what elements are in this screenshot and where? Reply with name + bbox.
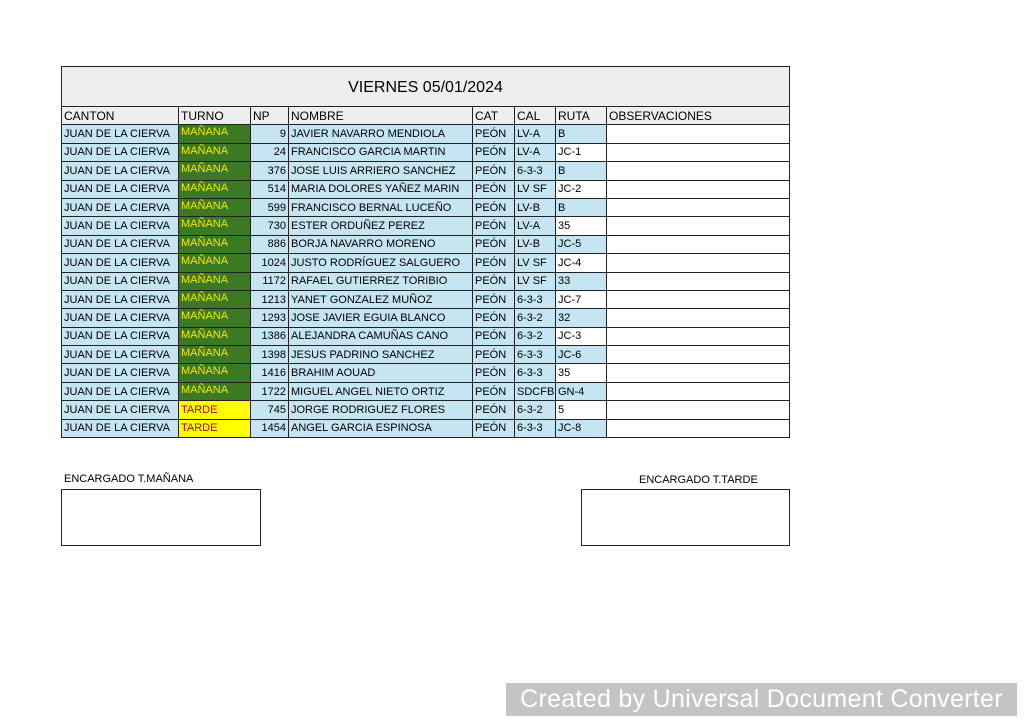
cell-turno: MAÑANA [179,290,251,308]
cell-ruta: JC-7 [556,290,607,308]
cell-canton: JUAN DE LA CIERVA [62,217,179,235]
cell-np: 24 [251,143,289,161]
cell-ruta: 32 [556,309,607,327]
cell-turno: MAÑANA [179,327,251,345]
cell-ruta: 35 [556,364,607,382]
cell-cal: LV SF [515,180,556,198]
cell-cat: PEÓN [473,272,515,290]
cell-cal: 6-3-3 [515,290,556,308]
cell-canton: JUAN DE LA CIERVA [62,309,179,327]
cell-observaciones[interactable] [607,382,790,400]
cell-canton: JUAN DE LA CIERVA [62,401,179,419]
cell-ruta: GN-4 [556,382,607,400]
cell-cal: 6-3-3 [515,419,556,437]
col-header-cat: CAT [473,107,515,125]
table-row [62,401,790,419]
table-row [62,290,790,308]
cell-cat: PEÓN [473,309,515,327]
cell-cat: PEÓN [473,217,515,235]
table-row [62,254,790,272]
cell-np: 376 [251,162,289,180]
cell-np: 1386 [251,327,289,345]
cell-canton: JUAN DE LA CIERVA [62,198,179,216]
cell-np: 514 [251,180,289,198]
cell-np: 745 [251,401,289,419]
table-row [62,382,790,400]
cell-ruta: B [556,162,607,180]
cell-canton: JUAN DE LA CIERVA [62,235,179,253]
table-row [62,364,790,382]
col-header-ruta: RUTA [556,107,607,125]
cell-observaciones[interactable] [607,162,790,180]
cell-canton: JUAN DE LA CIERVA [62,290,179,308]
cell-turno: MAÑANA [179,125,251,143]
cell-cal: LV-A [515,143,556,161]
cell-turno: MAÑANA [179,364,251,382]
cell-canton: JUAN DE LA CIERVA [62,254,179,272]
sheet-title: VIERNES 05/01/2024 [62,67,790,107]
cell-observaciones[interactable] [607,346,790,364]
cell-turno: MAÑANA [179,143,251,161]
col-header-cal: CAL [515,107,556,125]
cell-np: 1172 [251,272,289,290]
cell-cat: PEÓN [473,162,515,180]
shift-table [61,66,790,438]
cell-np: 1213 [251,290,289,308]
cell-canton: JUAN DE LA CIERVA [62,327,179,345]
table-row [62,125,790,143]
cell-cal: LV SF [515,254,556,272]
converter-watermark: Created by Universal Document Converter [506,683,1017,716]
cell-cat: PEÓN [473,401,515,419]
cell-observaciones[interactable] [607,125,790,143]
cell-nombre: JOSE JAVIER EGUIA BLANCO [289,309,473,327]
cell-turno: MAÑANA [179,272,251,290]
cell-cal: LV-B [515,198,556,216]
cell-canton: JUAN DE LA CIERVA [62,346,179,364]
cell-turno: MAÑANA [179,217,251,235]
cell-observaciones[interactable] [607,217,790,235]
cell-nombre: FRANCISCO BERNAL LUCEÑO [289,198,473,216]
morning-signature-box[interactable] [61,489,261,546]
cell-np: 1024 [251,254,289,272]
cell-observaciones[interactable] [607,143,790,161]
cell-np: 1454 [251,419,289,437]
cell-ruta: 5 [556,401,607,419]
cell-turno: MAÑANA [179,346,251,364]
cell-cat: PEÓN [473,198,515,216]
table-row [62,180,790,198]
cell-canton: JUAN DE LA CIERVA [62,125,179,143]
cell-nombre: ESTER ORDUÑEZ PEREZ [289,217,473,235]
cell-nombre: ANGEL GARCIA ESPINOSA [289,419,473,437]
cell-cat: PEÓN [473,254,515,272]
cell-np: 1416 [251,364,289,382]
table-row [62,419,790,437]
table-row [62,143,790,161]
table-row [62,272,790,290]
cell-cat: PEÓN [473,235,515,253]
cell-observaciones[interactable] [607,419,790,437]
cell-cat: PEÓN [473,125,515,143]
cell-turno: MAÑANA [179,254,251,272]
morning-supervisor-label: ENCARGADO T.MAÑANA [64,473,194,485]
cell-nombre: BORJA NAVARRO MORENO [289,235,473,253]
afternoon-signature-box[interactable] [581,489,790,546]
cell-turno: MAÑANA [179,382,251,400]
cell-ruta: 33 [556,272,607,290]
cell-np: 730 [251,217,289,235]
cell-turno: MAÑANA [179,162,251,180]
cell-observaciones[interactable] [607,272,790,290]
col-header-turno: TURNO [179,107,251,125]
cell-canton: JUAN DE LA CIERVA [62,364,179,382]
cell-turno: TARDE [179,419,251,437]
cell-ruta: JC-2 [556,180,607,198]
cell-observaciones[interactable] [607,290,790,308]
cell-turno: MAÑANA [179,180,251,198]
cell-ruta: JC-3 [556,327,607,345]
cell-nombre: JUSTO RODRÍGUEZ SALGUERO [289,254,473,272]
cell-turno: MAÑANA [179,309,251,327]
cell-ruta: 35 [556,217,607,235]
cell-observaciones[interactable] [607,309,790,327]
cell-canton: JUAN DE LA CIERVA [62,162,179,180]
cell-cal: LV-A [515,217,556,235]
cell-nombre: JESUS PADRINO SANCHEZ [289,346,473,364]
cell-observaciones[interactable] [607,235,790,253]
cell-nombre: JORGE RODRIGUEZ FLORES [289,401,473,419]
afternoon-supervisor-label: ENCARGADO T.TARDE [639,474,758,486]
cell-cal: 6-3-3 [515,162,556,180]
cell-cat: PEÓN [473,143,515,161]
cell-cat: PEÓN [473,419,515,437]
cell-canton: JUAN DE LA CIERVA [62,382,179,400]
cell-cal: LV-B [515,235,556,253]
cell-turno: MAÑANA [179,235,251,253]
table-row [62,198,790,216]
cell-canton: JUAN DE LA CIERVA [62,272,179,290]
cell-ruta: JC-1 [556,143,607,161]
cell-np: 1398 [251,346,289,364]
table-row [62,327,790,345]
table-row [62,309,790,327]
cell-cal: 6-3-3 [515,364,556,382]
cell-observaciones[interactable] [607,401,790,419]
cell-turno: TARDE [179,401,251,419]
cell-np: 1293 [251,309,289,327]
cell-turno: MAÑANA [179,198,251,216]
cell-np: 599 [251,198,289,216]
cell-np: 9 [251,125,289,143]
cell-ruta: JC-5 [556,235,607,253]
cell-observaciones[interactable] [607,198,790,216]
cell-ruta: JC-8 [556,419,607,437]
cell-observaciones[interactable] [607,327,790,345]
cell-canton: JUAN DE LA CIERVA [62,180,179,198]
cell-nombre: FRANCISCO GARCIA MARTIN [289,143,473,161]
table-row [62,235,790,253]
cell-observaciones[interactable] [607,180,790,198]
cell-nombre: MIGUEL ANGEL NIETO ORTIZ [289,382,473,400]
cell-cal: LV-A [515,125,556,143]
table-row [62,217,790,235]
col-header-np: NP [251,107,289,125]
cell-cal: 6-3-3 [515,346,556,364]
cell-canton: JUAN DE LA CIERVA [62,143,179,161]
cell-ruta: JC-4 [556,254,607,272]
cell-ruta: B [556,198,607,216]
cell-np: 1722 [251,382,289,400]
cell-cat: PEÓN [473,382,515,400]
cell-cat: PEÓN [473,327,515,345]
cell-cat: PEÓN [473,180,515,198]
cell-nombre: MARIA DOLORES YAÑEZ MARIN [289,180,473,198]
cell-cal: LV SF [515,272,556,290]
cell-cal: SDCFB [515,382,556,400]
cell-cal: 6-3-2 [515,309,556,327]
cell-nombre: BRAHIM AOUAD [289,364,473,382]
col-header-nombre: NOMBRE [289,107,473,125]
col-header-canton: CANTON [62,107,179,125]
cell-np: 886 [251,235,289,253]
col-header-observaciones: OBSERVACIONES [607,107,790,125]
cell-cat: PEÓN [473,364,515,382]
cell-ruta: B [556,125,607,143]
cell-cat: PEÓN [473,346,515,364]
cell-nombre: RAFAEL GUTIERREZ TORIBIO [289,272,473,290]
cell-ruta: JC-6 [556,346,607,364]
cell-nombre: YANET GONZALEZ MUÑOZ [289,290,473,308]
cell-nombre: JOSE LUIS ARRIERO SANCHEZ [289,162,473,180]
cell-nombre: ALEJANDRA CAMUÑAS CANO [289,327,473,345]
cell-observaciones[interactable] [607,364,790,382]
cell-cal: 6-3-2 [515,327,556,345]
cell-observaciones[interactable] [607,254,790,272]
header-row [62,107,790,125]
cell-nombre: JAVIER NAVARRO MENDIOLA [289,125,473,143]
cell-cat: PEÓN [473,290,515,308]
cell-canton: JUAN DE LA CIERVA [62,419,179,437]
table-row [62,162,790,180]
cell-cal: 6-3-2 [515,401,556,419]
table-row [62,346,790,364]
